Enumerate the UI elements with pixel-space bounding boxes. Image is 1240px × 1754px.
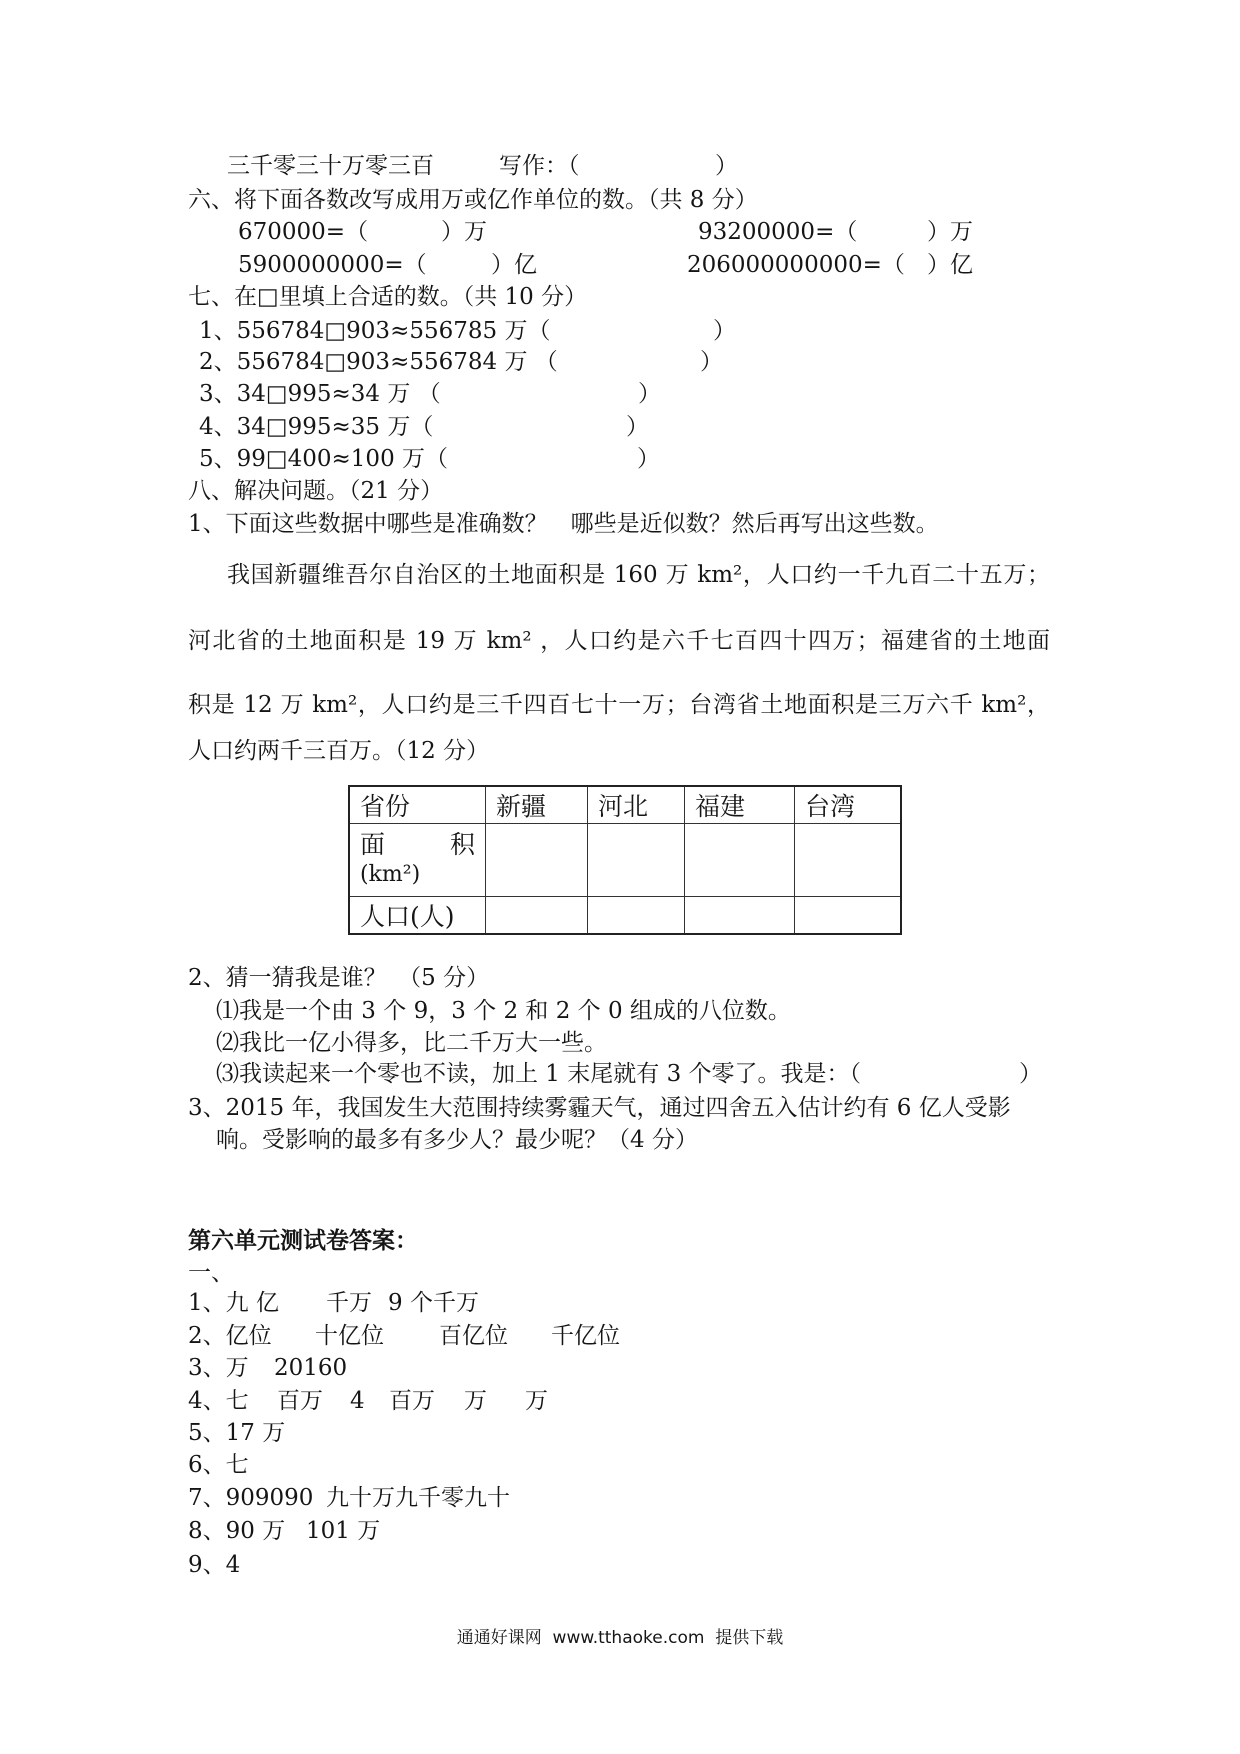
table-cell-empty: [486, 897, 588, 935]
table-header-cell: 台湾: [795, 786, 902, 824]
answer-segment: 101 万: [306, 1518, 381, 1544]
section6-item-suffix: ）亿: [927, 252, 973, 278]
q1-paragraph-line: 积是 12 万 km²，人口约是三千四百七十一万；台湾省土地面积是三万六千 km²，: [188, 692, 1050, 718]
section7-title: 七、在□里填上合适的数。（共 10 分）: [188, 284, 588, 310]
answer-segment: 九十万九千零九十: [326, 1485, 510, 1511]
table-cell-empty: [588, 897, 685, 935]
table-row-area: [349, 824, 901, 897]
section6-item-prefix: 5900000000=（: [238, 252, 427, 278]
answer-segment: 3、万: [188, 1355, 249, 1381]
section6-item-suffix: ）万: [927, 219, 973, 245]
intro-text: 三千零三十万零三百: [227, 153, 434, 179]
answer-segment: 9 个千万: [388, 1290, 479, 1316]
q2-clue: ⑵我比一亿小得多，比二千万大一些。: [216, 1030, 607, 1056]
q2-answer-close: ）: [1019, 1061, 1042, 1087]
answer-segment: 4: [350, 1388, 365, 1414]
table-cell-empty: [685, 824, 795, 897]
answer-segment: 2、亿位: [188, 1323, 272, 1349]
area-label-char: 面: [360, 830, 386, 859]
q2-clue: ⑴我是一个由 3 个 9，3 个 2 和 2 个 0 组成的八位数。: [216, 998, 791, 1024]
page-footer: 通通好课网 www.tthaoke.com 提供下载: [456, 1628, 784, 1648]
answers-part: 一、: [188, 1260, 234, 1286]
q1-paragraph-line: 人口约两千三百万。（12 分）: [188, 738, 490, 764]
answer-segment: 万: [525, 1388, 548, 1414]
table-cell-empty: [685, 897, 795, 935]
table-header-cell: 福建: [685, 786, 795, 824]
section7-item-suffix: ）: [626, 414, 649, 440]
table-header-cell: 省份: [349, 786, 486, 824]
answer-segment: 9、4: [188, 1552, 241, 1578]
answer-segment: 6、七: [188, 1452, 249, 1478]
section6-item-prefix: 206000000000=（: [687, 252, 905, 278]
q2-title: 2、猜一猜我是谁？ （5 分）: [188, 965, 490, 991]
table-cell-empty: [486, 824, 588, 897]
table-header-cell: 新疆: [486, 786, 588, 824]
answer-segment: 1、九: [188, 1290, 249, 1316]
answers-title: 第六单元测试卷答案：: [188, 1227, 418, 1254]
answer-segment: 4、七: [188, 1388, 249, 1414]
section6-item-suffix: ）万: [441, 219, 487, 245]
answer-segment: 百万: [389, 1388, 435, 1414]
q1-title: 1、下面这些数据中哪些是准确数？ 哪些是近似数？然后再写出这些数。: [188, 511, 939, 537]
answer-segment: 5、17 万: [188, 1420, 286, 1446]
section8-title: 八、解决问题。（21 分）: [188, 478, 444, 504]
area-label: [360, 830, 475, 860]
intro-close-paren: ）: [715, 153, 738, 179]
answer-segment: 7、909090: [188, 1485, 314, 1511]
section6-item-suffix: ）亿: [491, 252, 537, 278]
section6-title: 六、将下面各数改写成用万或亿作单位的数。（共 8 分）: [188, 187, 758, 213]
table-header-cell: 河北: [588, 786, 685, 824]
section7-item-suffix: ）: [638, 381, 661, 407]
area-label-char: 积: [449, 830, 475, 859]
section7-item-prefix: 2、556784□903≈556784 万 （: [199, 349, 558, 375]
section6-item-prefix: 670000=（: [238, 219, 369, 245]
section7-item-suffix: ）: [713, 318, 736, 344]
section7-item-prefix: 1、556784□903≈556785 万（: [199, 318, 551, 344]
q3-line: 3、2015 年，我国发生大范围持续雾霾天气，通过四舍五入估计约有 6 亿人受影: [188, 1095, 1011, 1121]
table-cell-empty: [588, 824, 685, 897]
section7-item-prefix: 3、34□995≈34 万 （: [199, 381, 441, 407]
answer-segment: 十亿位: [315, 1323, 384, 1349]
section7-item-suffix: ）: [700, 349, 723, 375]
section7-item-suffix: ）: [637, 446, 660, 472]
answer-segment: 20160: [274, 1355, 348, 1381]
q3-line: 响。受影响的最多有多少人？最少呢？（4 分）: [216, 1127, 698, 1153]
section7-item-prefix: 5、99□400≈100 万（: [199, 446, 449, 472]
answer-segment: 百万: [277, 1388, 323, 1414]
table-cell-empty: [795, 897, 902, 935]
population-label-cell: 人口(人): [349, 897, 486, 935]
answer-segment: 亿: [256, 1290, 279, 1316]
answer-segment: 百亿位: [439, 1323, 508, 1349]
table-cell-empty: [795, 824, 902, 897]
q1-paragraph-line: 我国新疆维吾尔自治区的土地面积是 160 万 km²，人口约一千九百二十五万；: [227, 562, 1050, 588]
province-table: [348, 785, 902, 935]
answer-segment: 千万: [326, 1290, 372, 1316]
answer-segment: 万: [464, 1388, 487, 1414]
answer-segment: 8、90 万: [188, 1518, 286, 1544]
answer-segment: 千亿位: [551, 1323, 620, 1349]
section7-item-prefix: 4、34□995≈35 万（: [199, 414, 434, 440]
q2-clue: ⑶我读起来一个零也不读，加上 1 末尾就有 3 个零了。我是：（: [216, 1061, 862, 1087]
intro-write-label: 写作：（: [499, 153, 580, 179]
table-row-population: [349, 897, 901, 935]
area-unit: (km²): [360, 862, 421, 887]
area-label-cell: [349, 824, 486, 897]
table-header-row: [349, 786, 901, 824]
section6-item-prefix: 93200000=（: [698, 219, 858, 245]
q1-paragraph-line: 河北省的土地面积是 19 万 km² ，人口约是六千七百四十四万；福建省的土地面: [188, 628, 1050, 654]
